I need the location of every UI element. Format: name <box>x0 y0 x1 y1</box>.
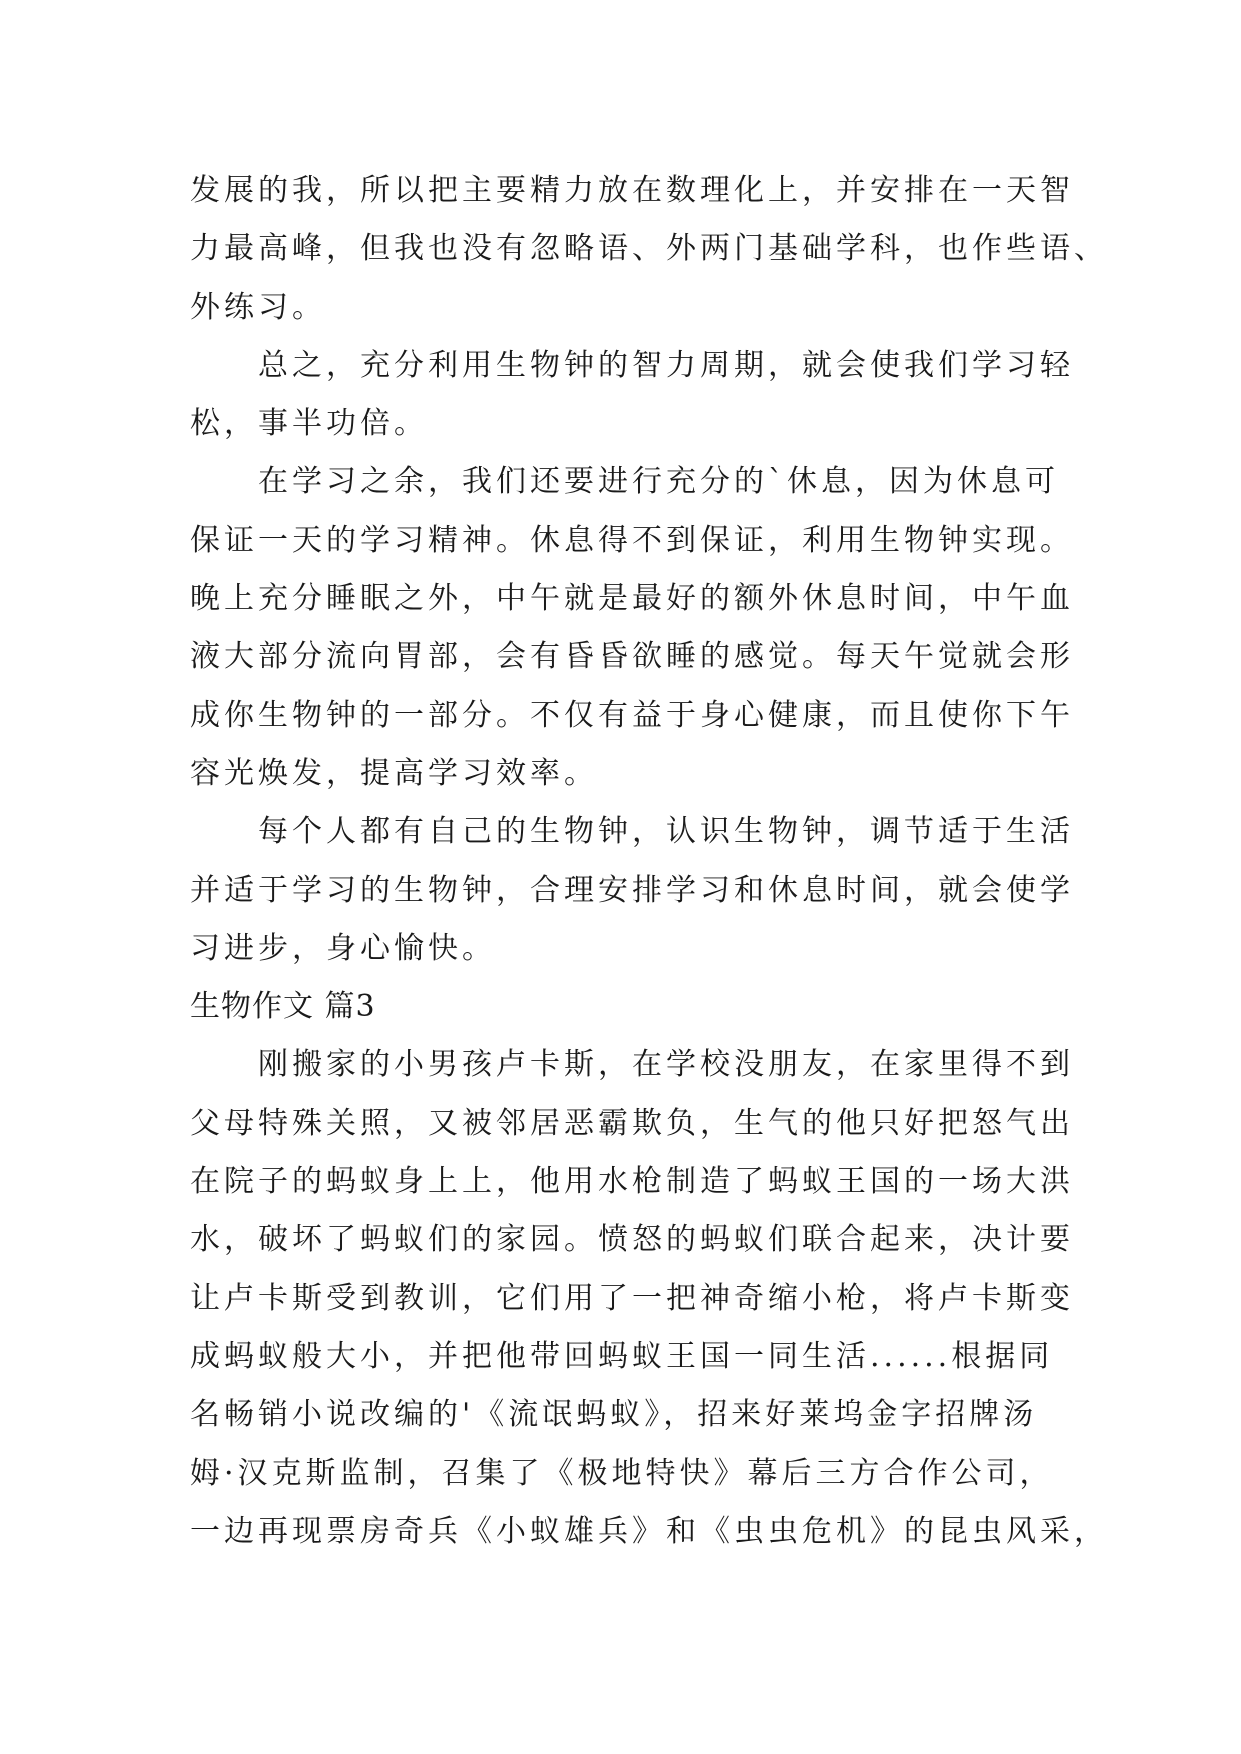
text-line: 让卢卡斯受到教训，它们用了一把神奇缩小枪，将卢卡斯变 <box>190 1280 1074 1316</box>
text-line: 容光焕发，提高学习效率。 <box>190 755 598 791</box>
text-line: 水，破坏了蚂蚁们的家园。愤怒的蚂蚁们联合起来，决计要 <box>190 1222 1074 1258</box>
paragraph-first-line: 每个人都有自己的生物钟，认识生物钟，调节适于生活 <box>258 814 1074 850</box>
text-line: 一边再现票房奇兵《小蚁雄兵》和《虫虫危机》的昆虫风采， <box>190 1513 1108 1549</box>
text-line: 名畅销小说改编的'《流氓蚂蚁》，招来好莱坞金字招牌汤 <box>190 1397 1038 1433</box>
section-heading: 生物作文 篇3 <box>190 989 376 1025</box>
text-line: 发展的我，所以把主要精力放在数理化上，并安排在一天智 <box>190 173 1074 208</box>
text-line: 晚上充分睡眠之外，中午就是最好的额外休息时间，中午血 <box>190 581 1074 617</box>
text-line: 在院子的蚂蚁身上上，他用水枪制造了蚂蚁王国的一场大洪 <box>190 1164 1074 1200</box>
text-line: 父母特殊关照，又被邻居恶霸欺负，生气的他只好把怒气出 <box>190 1105 1074 1141</box>
text-line: 成蚂蚁般大小，并把他带回蚂蚁王国一同生活......根据同 <box>190 1338 1054 1374</box>
text-line: 松，事半功倍。 <box>190 406 428 442</box>
text-line: 姆·汉克斯监制，召集了《极地特快》幕后三方合作公司， <box>190 1455 1054 1491</box>
text-line: 力最高峰，但我也没有忽略语、外两门基础学科，也作些语、 <box>190 231 1108 267</box>
text-line: 保证一天的学习精神。休息得不到保证，利用生物钟实现。 <box>190 522 1074 558</box>
paragraph-first-line: 总之，充分利用生物钟的智力周期，就会使我们学习轻 <box>258 347 1074 383</box>
paragraph-first-line: 刚搬家的小男孩卢卡斯，在学校没朋友，在家里得不到 <box>258 1047 1074 1083</box>
text-line: 并适于学习的生物钟，合理安排学习和休息时间，就会使学 <box>190 872 1074 908</box>
document-body <box>190 162 1108 1561</box>
text-line: 外练习。 <box>190 289 326 325</box>
text-line: 成你生物钟的一部分。不仅有益于身心健康，而且使你下午 <box>190 697 1074 733</box>
text-line: 液大部分流向胃部，会有昏昏欲睡的感觉。每天午觉就会形 <box>190 639 1074 675</box>
paragraph-first-line: 在学习之余，我们还要进行充分的`休息，因为休息可 <box>258 464 1059 500</box>
text-line: 习进步，身心愉快。 <box>190 930 496 966</box>
